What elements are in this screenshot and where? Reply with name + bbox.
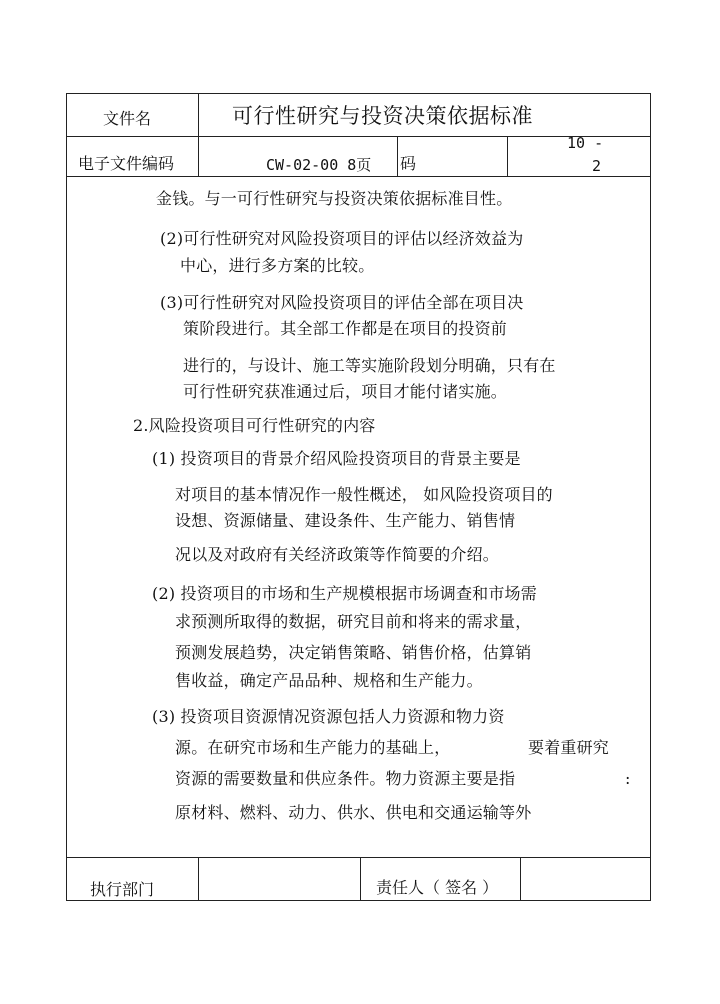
footer-col-divider-1 (198, 857, 199, 901)
section-heading: 2.风险投资项目可行性研究的内容 (133, 416, 376, 435)
document-title: 可行性研究与投资决策依据标准 (232, 104, 533, 128)
responsible-person-label: 责任人（ 签名 ） (376, 878, 499, 897)
header-row-divider (66, 136, 651, 137)
header-col-divider-3 (507, 136, 508, 176)
body-line: 源。在研究市场和生产能力的基础上， (175, 738, 451, 757)
header-col-divider-1 (198, 93, 199, 176)
body-line: 策阶段进行。其全部工作都是在项目的投资前 (183, 319, 508, 338)
body-line: 中心，进行多方案的比较。 (180, 256, 375, 275)
body-line: 进行的，与设计、施工等实施阶段划分明确，只有在 (183, 356, 556, 375)
body-line: 可行性研究获准通过后，项目才能付诸实施。 (183, 382, 508, 401)
body-line: 求预测所取得的数据，研究目前和将来的需求量， (175, 612, 532, 631)
file-code-label: 电子文件编码 (78, 154, 175, 173)
body-line: (1) 投资项目的背景介绍风险投资项目的背景主要是 (152, 449, 521, 468)
body-line: 对项目的基本情况作一般性概述， 如风险投资项目的 (175, 485, 553, 504)
body-line: 设想、资源储量、建设条件、生产能力、销售情 (175, 511, 516, 530)
body-line: 金钱。与一可行性研究与投资决策依据标准目性。 (156, 189, 513, 208)
body-line: (3)可行性研究对风险投资项目的评估全部在项目决 (160, 293, 524, 312)
page-number-top: 10 - (567, 134, 604, 152)
body-line: (2)可行性研究对风险投资项目的评估以经济效益为 (160, 229, 524, 248)
body-line: 资源的需要数量和供应条件。物力资源主要是指 (175, 769, 516, 788)
stray-colon: : (625, 769, 631, 788)
body-line: 原材料、燃料、动力、供水、供电和交通运输等外 (175, 803, 532, 822)
body-footer-divider (66, 857, 651, 858)
body-line: 预测发展趋势，决定销售策略、销售价格，估算销 (175, 643, 532, 662)
footer-col-divider-2 (360, 857, 361, 901)
header-col-divider-2 (397, 136, 398, 176)
body-line: (2) 投资项目的市场和生产规模根据市场调查和市场需 (152, 584, 537, 603)
page-code-char: 码 (400, 154, 417, 173)
body-line: (3) 投资项目资源情况资源包括人力资源和物力资 (152, 707, 505, 726)
body-line-fragment: 要着重研究 (528, 738, 610, 757)
file-code-value: CW-02-00 8页 (266, 156, 372, 174)
footer-col-divider-3 (520, 857, 521, 901)
page-number-bottom: 2 (592, 157, 602, 175)
body-line: 况以及对政府有关经济政策等作简要的介绍。 (175, 545, 500, 564)
body-line: 售收益，确定产品品种、规格和生产能力。 (175, 671, 483, 690)
file-name-label: 文件名 (103, 109, 152, 128)
header-body-divider (66, 176, 651, 177)
executing-dept-label: 执行部门 (90, 880, 155, 899)
